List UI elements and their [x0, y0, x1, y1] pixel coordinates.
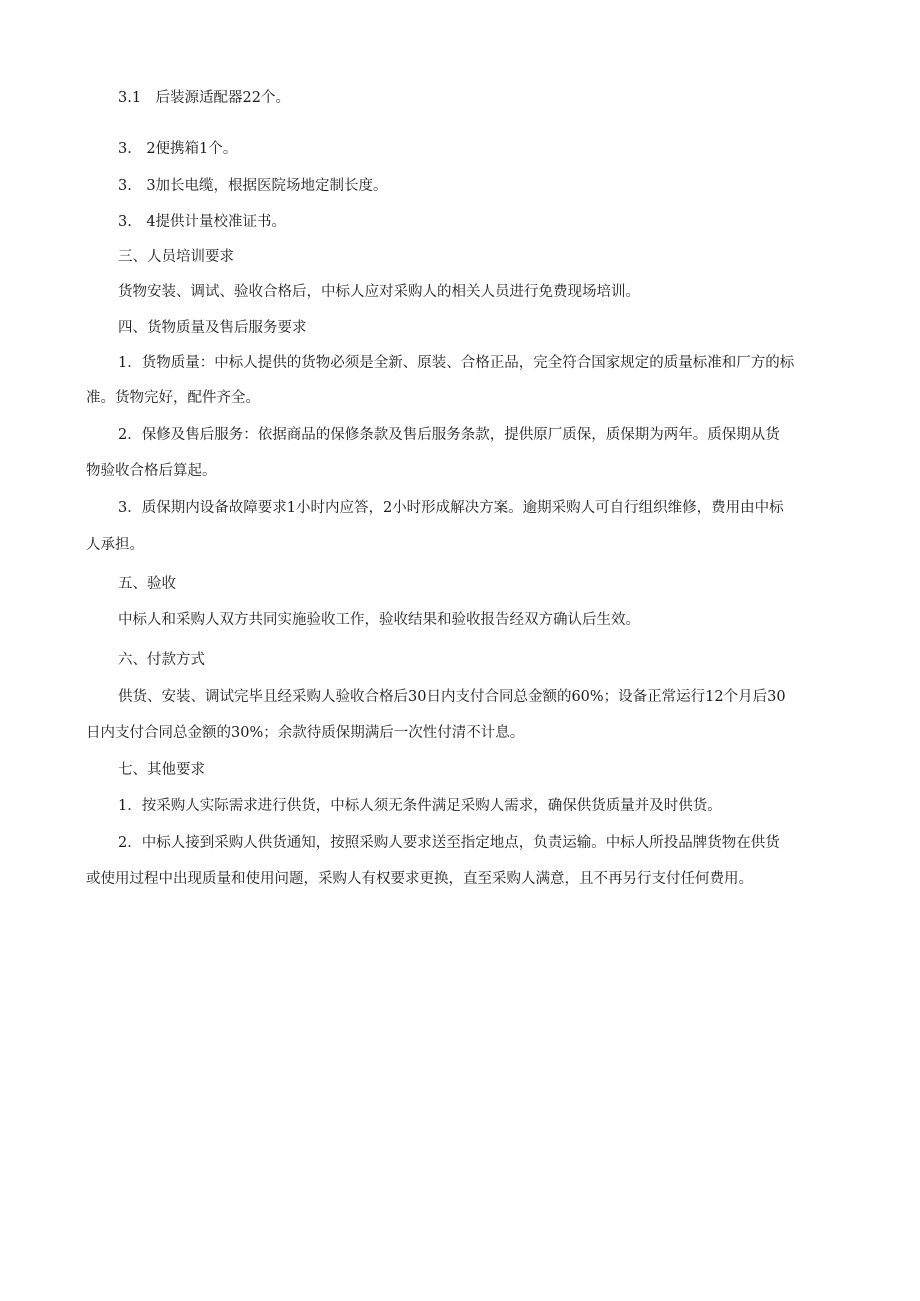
- section-7-p1: 1．按采购人实际需求进行供货，中标人须无条件满足采购人需求，确保供货质量并及时供货。: [118, 798, 722, 814]
- section-4-p3-line2: 人承担。: [86, 537, 144, 553]
- item-3-2: 3. 2便携箱1个。: [118, 141, 238, 157]
- section-3-body: 货物安装、调试、验收合格后，中标人应对采购人的相关人员进行免费现场培训。: [118, 284, 640, 300]
- section-4-p2-line1: 2．保修及售后服务：依据商品的保修条款及售后服务条款，提供原厂质保，质保期为两年。质保期从货: [118, 427, 780, 443]
- section-7-p2-line2: 或使用过程中出现质量和使用问题，采购人有权要求更换，直至采购人满意，且不再另行支付任何费用。: [86, 871, 753, 887]
- section-6-line2: 日内支付合同总金额的30%；余款待质保期满后一次性付清不计息。: [86, 725, 525, 741]
- section-6-line1: 供货、安装、调试完毕且经采购人验收合格后30日内支付合同总金额的60%；设备正常运行12个月后30: [118, 689, 786, 705]
- section-4-title: 四、货物质量及售后服务要求: [118, 320, 307, 336]
- section-5-body: 中标人和采购人双方共同实施验收工作，验收结果和验收报告经双方确认后生效。: [118, 612, 640, 628]
- section-5-title: 五、验收: [118, 576, 176, 592]
- section-7-p2-line1: 2．中标人接到采购人供货通知，按照采购人要求送至指定地点，负责运输。中标人所投品牌货物在供货: [118, 835, 780, 851]
- item-3-4: 3. 4提供计量校准证书。: [118, 214, 287, 230]
- item-3-1: 3.1 后装源适配器22个。: [118, 90, 291, 106]
- section-4-p1-line1: 1．货物质量：中标人提供的货物必须是全新、原装、合格正品，完全符合国家规定的质量标准和厂方的标: [118, 355, 795, 371]
- section-3-title: 三、人员培训要求: [118, 249, 234, 265]
- section-4-p3-line1: 3．质保期内设备故障要求1小时内应答，2小时形成解决方案。逾期采购人可自行组织维修，费用由中标: [118, 500, 784, 516]
- section-4-p1-line2: 准。货物完好，配件齐全。: [86, 390, 260, 406]
- section-6-title: 六、付款方式: [118, 652, 205, 668]
- section-7-title: 七、其他要求: [118, 762, 205, 778]
- section-4-p2-line2: 物验收合格后算起。: [86, 463, 217, 479]
- item-3-3: 3. 3加长电缆，根据医院场地定制长度。: [118, 178, 388, 194]
